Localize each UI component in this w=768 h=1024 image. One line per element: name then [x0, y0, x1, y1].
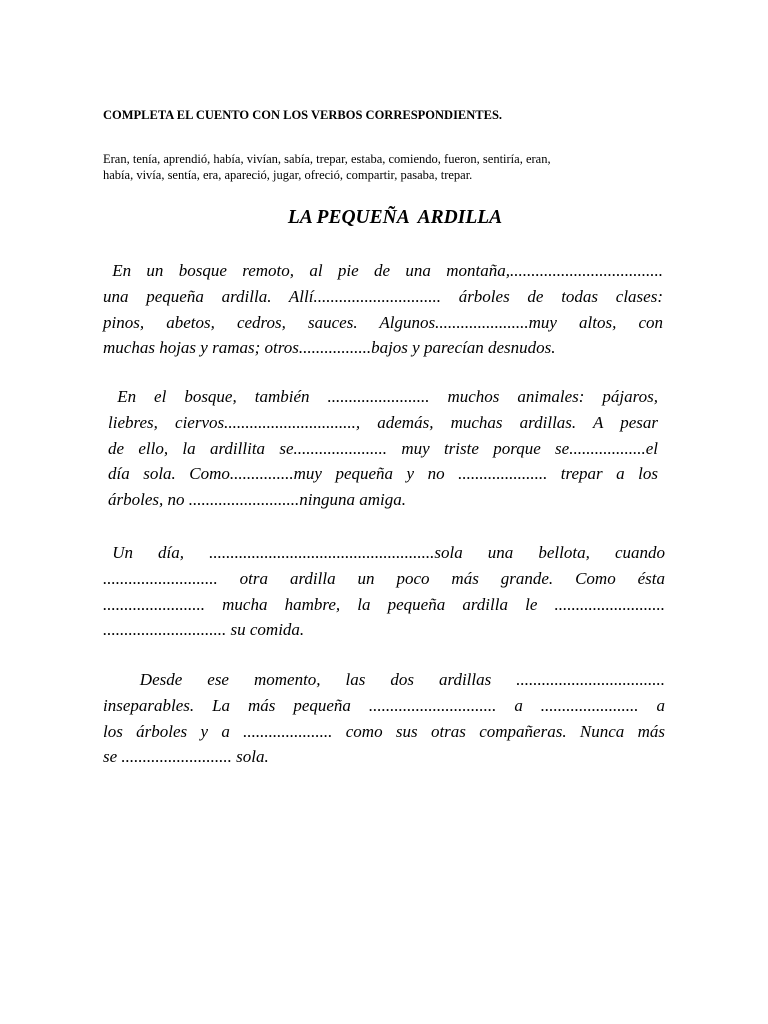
story-title: LA PEQUEÑA ARDILLA — [287, 207, 503, 228]
story-line: los árboles y a ..................... como sus otras compañeras. Nunca más — [103, 721, 665, 741]
story-line: inseparables. La más pequeña .............................. a ....................... a — [103, 695, 665, 715]
story-paragraph-4 — [103, 667, 665, 770]
story-line: árboles, no ..........................ninguna amiga. — [108, 490, 406, 510]
story-line: En un bosque remoto, al pie de una montaña,.................................... — [112, 261, 663, 280]
story-line: En el bosque, también ........................ muchos animales: pájaros, — [117, 387, 658, 406]
story-line: Desde ese momento, las dos ardillas ................................... — [139, 670, 665, 689]
story-paragraph-3 — [103, 540, 665, 643]
story-line: se .......................... sola. — [103, 747, 269, 767]
story-line: pinos, abetos, cedros, sauces. Algunos......................muy altos, con — [103, 312, 663, 332]
story-line: una pequeña ardilla. Allí.............................. árboles de todas clases: — [103, 286, 663, 306]
story-paragraph-1 — [103, 258, 663, 361]
instruction-heading: COMPLETA EL CUENTO CON LOS VERBOS CORRESPONDIENTES. — [103, 108, 503, 122]
story-line: muchas hojas y ramas; otros.................bajos y parecían desnudos. — [103, 338, 556, 358]
story-paragraph-2 — [108, 384, 658, 513]
verb-bank-line: Eran, tenía, aprendió, había, vivían, sabía, trepar, estaba, comiendo, fueron, sentiría, eran, — [103, 152, 551, 166]
verb-bank-line: había, vivía, sentía, era, apareció, jugar, ofreció, compartir, pasaba, trepar. — [103, 168, 473, 182]
verb-bank — [103, 151, 663, 183]
story-line: ........................ mucha hambre, la pequeña ardilla le .......................... — [103, 594, 665, 614]
story-line: Un día, .....................................................sola una bellota, cuando — [112, 543, 665, 562]
story-line: día sola. Como...............muy pequeña y no ..................... trepar a los — [108, 464, 658, 484]
story-line: ............................. su comida. — [103, 620, 305, 640]
story-line: ........................... otra ardilla un poco más grande. Como ésta — [103, 568, 665, 588]
story-line: liebres, ciervos..............................., además, muchas ardillas. A pesar — [108, 412, 658, 432]
story-line: de ello, la ardillita se...................... muy triste porque se..................el — [108, 438, 658, 458]
